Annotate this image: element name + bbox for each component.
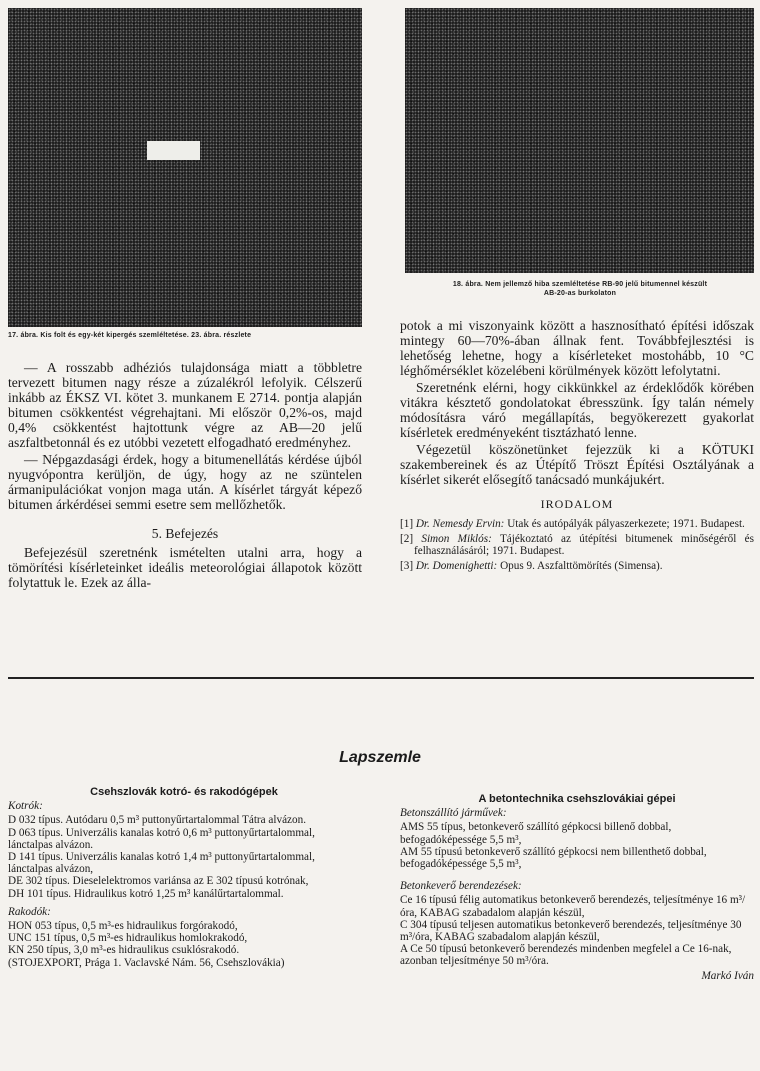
paragraph: potok a mi viszonyaink között a hasznosítható építési időszak mintegy 60—70%-ában állnak fent. Továbbfejlesztési is lehetőség lehetne, hogy a kísérleteket mostohább, 10 °C léghőmérséklet közelébeni körülmények között lefolytatni. [400, 318, 754, 378]
list-item: DH 101 típus. Hidraulikus kotró 1,25 m³ kanálűrtartalommal. [8, 887, 284, 900]
reference-item: [1] Dr. Nemesdy Ervin: Utak és autópályák pályaszerkezete; 1971. Budapest. [400, 518, 745, 530]
list-item: UNC 151 típus, 0,5 m³-es hidraulikus homlokrakodó, [8, 932, 248, 945]
paragraph: Szeretnénk elérni, hogy cikkünkkel az érdeklődők körében vitákra késztető gondolatokat ébresszünk. Így talán némely módosításra váró megállapítás, begyökerezett gyakorlat kísérletek eredményeként tisztázható lenne. [400, 380, 754, 440]
reference-item: [3] Dr. Domenighetti: Opus 9. Aszfalttömörítés (Simensa). [400, 559, 663, 572]
figure-18-caption-line1: 18. ábra. Nem jellemző hiba szemléltetése RB-90 jelű bitumennel készült [452, 281, 708, 288]
list-item: C 304 típusú teljesen automatikus betonkeverő berendezés, teljesítménye 30 m³/óra, KABAG szabadalom alapján készül, [400, 918, 742, 944]
reference-list [400, 518, 754, 572]
list-item: D 063 típus. Univerzális kanalas kotró 0,6 m³ puttonyűrtartalommal, lánctalpas alvázon. [8, 826, 315, 851]
list-item: Ce 16 típusú félig automatikus betonkeverő berendezés, teljesítménye 16 m³/óra, KABAG szabadalom alapján készül, [400, 894, 746, 919]
section-heading: 5. Befejezés [151, 526, 219, 541]
article-heading: Csehszlovák kotró- és rakodógépek [90, 786, 278, 798]
article-heading: A betontechnika csehszlovákiai gépei [478, 793, 676, 805]
list-item: AM 55 típusú betonkeverő szállító gépkocsi nem billenthető dobbal, befogadóképessége 5,5 m³, [400, 845, 707, 871]
figure-17-photo [8, 8, 362, 327]
references-heading: IRODALOM [540, 497, 614, 511]
figure-18-caption [400, 280, 760, 298]
paragraph: — Népgazdasági érdek, hogy a bitumenellátás kérdése újból nyugvópontra kerüljön, de úgy, hogy az ne szüntelen ármanipulációkat vonjon maga után. A kísérlet tárgyát képező bitumen árkérdései semmi esetre sem mellőzhetők. [8, 452, 362, 512]
figure-17-caption: 17. ábra. Kis folt és egy-két kipergés szemléltetése. 23. ábra. részlete [8, 332, 252, 339]
lapszemle-right [400, 793, 754, 982]
paragraph: Befejezésül szeretnénk ismételten utalni arra, hogy a tömörítési kísérleteinket ideális meteorológiai állapotok között folytattuk le. Ezek az álla- [8, 545, 362, 590]
subheading: Betonszállító járművek: [400, 807, 507, 820]
signature: Markó Iván [701, 969, 754, 982]
white-patch [147, 141, 200, 160]
list-item: D 141 típus. Univerzális kanalas kotró 1,4 m³ puttonyűrtartalommal, lánctalpas alvázon, [8, 851, 315, 876]
divider [8, 677, 754, 679]
paragraph: — A rosszabb adhéziós tulajdonsága miatt a többletre tervezett bitumen nagy része a zúzalékról lefolyik. Célszerű inkább az ÉKSZ VI. kötet 3. munkanem E 2714. pontja alapján bitumen csökkentést végrehajtani. Mi először 0,2%-os, majd 0,4% csökkentést hajtottunk végre az AB—20 jelű aszfaltbetonnál és ez utóbbi vezetett elfogadható eredményhez. [8, 360, 362, 450]
left-column [8, 360, 362, 590]
subheading: Betonkeverő berendezések: [400, 880, 522, 893]
lapszemle-left [8, 786, 360, 969]
list-item: A Ce 50 típusú betonkeverő berendezés mindenben megfelel a Ce 16-nak, azonban teljesítménye 50 m³/óra. [400, 943, 732, 968]
list-item: D 032 típus. Autódaru 0,5 m³ puttonyűrtartalommal Tátra alvázon. [8, 814, 307, 827]
figure-18-caption-line2: AB-20-as burkolaton [543, 290, 617, 297]
list-item: AMS 55 típus, betonkeverő szállító gépkocsi billenő dobbal, befogadóképessége 5,5 m³, [400, 821, 672, 846]
subheading: Kotrók: [8, 800, 43, 813]
reference-item: [2] Simon Miklós: Tájékoztató az útépítési bitumenek minőségéről és felhasználásáról; 1971. Budapest. [400, 532, 754, 558]
subheading: Rakodók: [8, 905, 51, 918]
list-item: KN 250 típus, 3,0 m³-es hidraulikus csuklósrakodó. [8, 944, 240, 957]
section-title: Lapszemle [339, 749, 421, 766]
list-item: DE 302 típus. Dieselelektromos variánsa az E 302 típusú kotrónak, [8, 875, 309, 888]
paragraph: Végezetül köszönetünket fejezzük ki a KÖTUKI szakembereinek és az Útépítő Tröszt Építési Osztályának a kísérlet sikerét elősegítő tanácsadó munkájukért. [400, 442, 754, 487]
figure-18-photo [405, 8, 754, 273]
right-column [400, 318, 754, 574]
list-item: (STOJEXPORT, Prága 1. Vaclavské Nám. 56, Csehszlovákia) [8, 956, 285, 969]
list-item: HON 053 típus, 0,5 m³-es hidraulikus forgórakodó, [8, 920, 238, 933]
